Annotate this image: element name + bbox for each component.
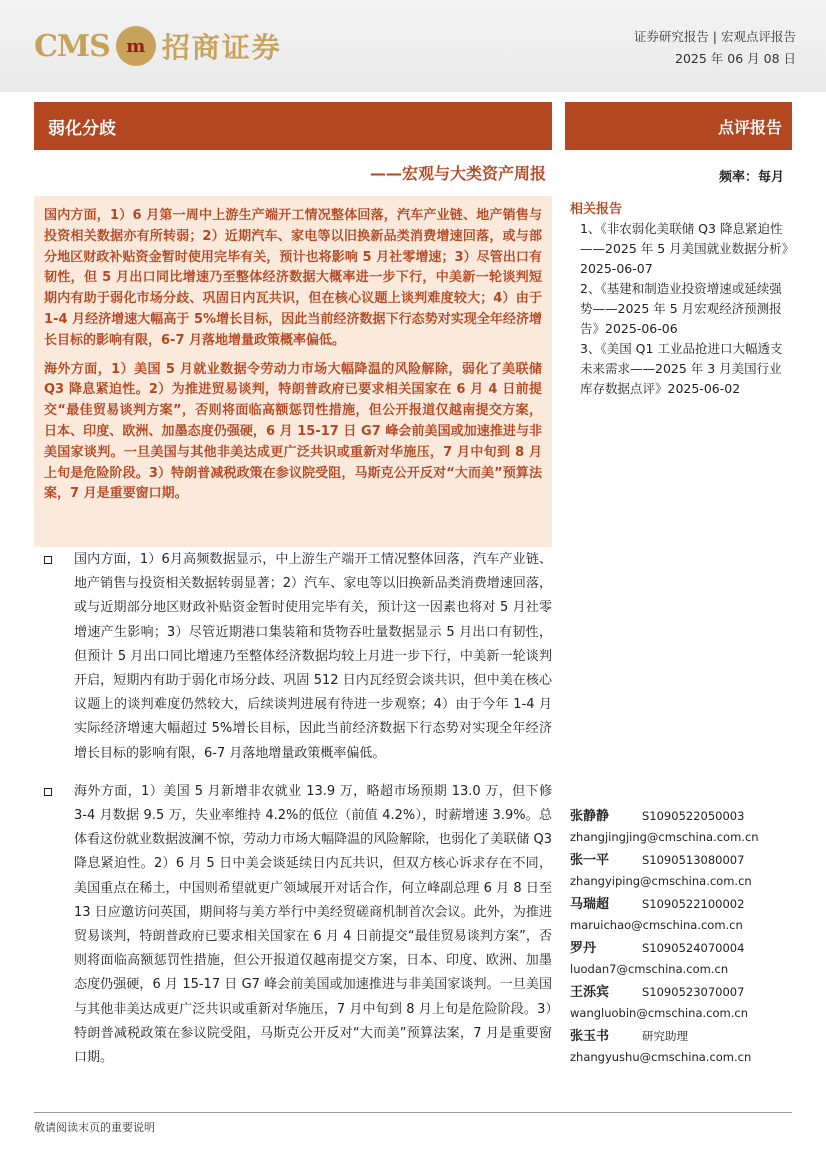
analyst-name: 张玉书 xyxy=(570,1029,610,1044)
analyst-role: 研究助理 xyxy=(642,1029,688,1043)
analyst-email[interactable]: zhangjingjing@cmschina.com.cn xyxy=(570,830,759,844)
analyst-email[interactable]: maruichao@cmschina.com.cn xyxy=(570,918,743,932)
analyst-list xyxy=(570,806,792,1070)
header-meta xyxy=(634,26,796,70)
analyst-email[interactable]: luodan7@cmschina.com.cn xyxy=(570,962,729,976)
analyst-entry xyxy=(570,1026,792,1067)
related-report-item[interactable]: 2、《基建和制造业投资增速或延续强势——2025 年 5 月宏观经济预测报告》2025-06-06 xyxy=(580,281,782,336)
bullet-item xyxy=(40,548,552,766)
bullet-text-domestic: 国内方面，1）6月高频数据显示，中上游生产端开工情况整体回落，汽车产业链、地产销售与投资相关数据转弱显著；2）汽车、家电等以旧换新品类消费增速回落，或与近期部分地区财政补贴资金暂时使用完毕有关，预计这一因素也将对 5 月社零增速产生影响；3）尽管近期港口集装箱和货物吞吐量数据显示 5 月出口有韧性，但预计 5 月出口同比增速乃至整体经济数据均较上月进一步下行，中美新一轮谈判开启，短期内有助于弱化市场分歧、巩固 512 日内瓦经贸会谈共识，但中美在核心议题上的谈判难度仍然较大，后续谈判进展有待进一步观察；4）由于今年 1-4 月实际经济增速大幅超过 5%增长目标，因此当前经济数据下行态势对实现全年经济增长目标的影响有限，6-7 月落地增量政策概率偏低。 xyxy=(74,552,552,761)
analyst-id: S1090524070004 xyxy=(642,941,745,955)
company-logo xyxy=(34,24,282,68)
report-date: 2025 年 06 月 08 日 xyxy=(675,51,796,66)
analyst-entry xyxy=(570,938,792,979)
page-title: 弱化分歧 xyxy=(48,119,116,139)
square-bullet-icon xyxy=(44,788,52,796)
body-bullets xyxy=(40,546,552,1084)
logo-cms-text: CMS xyxy=(34,28,110,64)
title-bar xyxy=(34,102,552,150)
analyst-name: 马瑞超 xyxy=(570,897,610,912)
related-reports xyxy=(570,198,788,399)
analyst-email[interactable]: wangluobin@cmschina.com.cn xyxy=(570,1006,748,1020)
footer-note: 敬请阅读末页的重要说明 xyxy=(34,1121,155,1134)
analyst-name: 张静静 xyxy=(570,809,610,824)
analyst-id: S1090522050003 xyxy=(642,809,745,823)
page-subtitle: ——宏观与大类资产周报 xyxy=(369,164,546,183)
square-bullet-icon xyxy=(44,556,52,564)
logo-mark-icon: m xyxy=(116,26,156,66)
bullet-item xyxy=(40,780,552,1070)
analyst-name: 张一平 xyxy=(570,853,610,868)
analyst-entry xyxy=(570,894,792,935)
analyst-name: 王泺宾 xyxy=(570,985,610,1000)
report-category-label: 点评报告 xyxy=(717,118,782,137)
frequency-label: 频率：每月 xyxy=(718,170,784,185)
related-reports-title: 相关报告 xyxy=(570,202,623,217)
analyst-email[interactable]: zhangyushu@cmschina.com.cn xyxy=(570,1050,752,1064)
related-reports-list xyxy=(570,219,788,399)
logo-chinese-text: 招商证券 xyxy=(161,31,282,64)
analyst-entry xyxy=(570,806,792,847)
analyst-email[interactable]: zhangyiping@cmschina.com.cn xyxy=(570,874,752,888)
summary-domestic: 国内方面，1）6 月第一周中上游生产端开工情况整体回落，汽车产业链、地产销售与投资相关数据亦有所转弱；2）近期汽车、家电等以旧换新品类消费增速回落，或与部分地区财政补贴资金暂时使用完毕有关，预计也将影响 5 月社零增速；3）尽管出口有韧性，但 5 月出口同比增速乃至整体经济数据大概率进一步下行，中美新一轮谈判短期内有助于弱化市场分歧、巩固日内瓦共识，但在核心议题上谈判难度较大；4）由于 1-4 月经济增速大幅高于 5%增长目标，因此当前经济数据下行态势对实现全年经济增长目标的影响有限，6-7 月落地增量政策概率偏低。 xyxy=(44,208,543,348)
analyst-id: S1090523070007 xyxy=(642,985,745,999)
analyst-id: S1090522100002 xyxy=(642,897,745,911)
analyst-entry xyxy=(570,982,792,1023)
related-report-item[interactable]: 3、《美国 Q1 工业品抢进口大幅透支未来需求——2025 年 3 月美国行业库存数据点评》2025-06-02 xyxy=(580,341,783,396)
analyst-id: S1090513080007 xyxy=(642,853,745,867)
analyst-entry xyxy=(570,850,792,891)
footer-divider xyxy=(34,1112,792,1113)
analyst-name: 罗丹 xyxy=(570,941,597,956)
bullet-text-overseas: 海外方面，1）美国 5 月新增非农就业 13.9 万，略超市场预期 13.0 万，但下修 3-4 月数据 9.5 万，失业率维持 4.2%的低位（前值 4.2%），时薪增速 3.9%。总体看这份就业数据波澜不惊，劳动力市场大幅降温的风险解除，也弱化了美联储 Q3 降息紧迫性。2）6 月 5 日中美会谈延续日内瓦共识，但双方核心诉求存在不同，美国重点在稀土，中国则希望就更广领域展开对话合作，何立峰副总理 6 月 8 日至 13 日应邀访问英国，期间将与美方举行中美经贸磋商机制首次会议。此外，为推进贸易谈判，特朗普政府已要求相关国家在 6 月 4 日前提交“最佳贸易谈判方案”，否则将面临高额惩罚性措施，但公开报道仅越南提交方案，日本、印度、欧洲、加墨态度仍强硬，6 月 15-17 日 G7 峰会前美国或加速推进与非美国家谈判。一旦美国与其他非美达成更广泛共识或重新对华施压，7 月中旬到 8 月上旬是危险阶段。3）特朗普减税政策在参议院受阻，马斯克公开反对“大而美”预算法案，7 月是重要窗口期。 xyxy=(74,783,552,1066)
sidebar-header-bar xyxy=(565,102,792,150)
related-report-item[interactable]: 1、《非农弱化美联储 Q3 降息紧迫性——2025 年 5 月美国就业数据分析》2025-06-07 xyxy=(580,221,788,276)
report-type: 证券研究报告 | 宏观点评报告 xyxy=(633,29,796,44)
summary-box xyxy=(34,196,552,547)
summary-overseas: 海外方面，1）美国 5 月就业数据令劳动力市场大幅降温的风险解除，弱化了美联储 Q3 降息紧迫性。2）为推进贸易谈判，特朗普政府已要求相关国家在 6 月 4 日前提交“最佳贸易谈判方案”，否则将面临高额惩罚性措施，但公开报道仅越南提交方案，日本、印度、欧洲、加墨态度仍强硬，6 月 15-17 日 G7 峰会前美国或加速推进与非美国家谈判。一旦美国与其他非美达成更广泛共识或重新对华施压，7 月中旬到 8 月上旬是危险阶段。3）特朗普减税政策在参议院受阻，马斯克公开反对“大而美”预算法案，7 月是重要窗口期。 xyxy=(44,361,542,502)
